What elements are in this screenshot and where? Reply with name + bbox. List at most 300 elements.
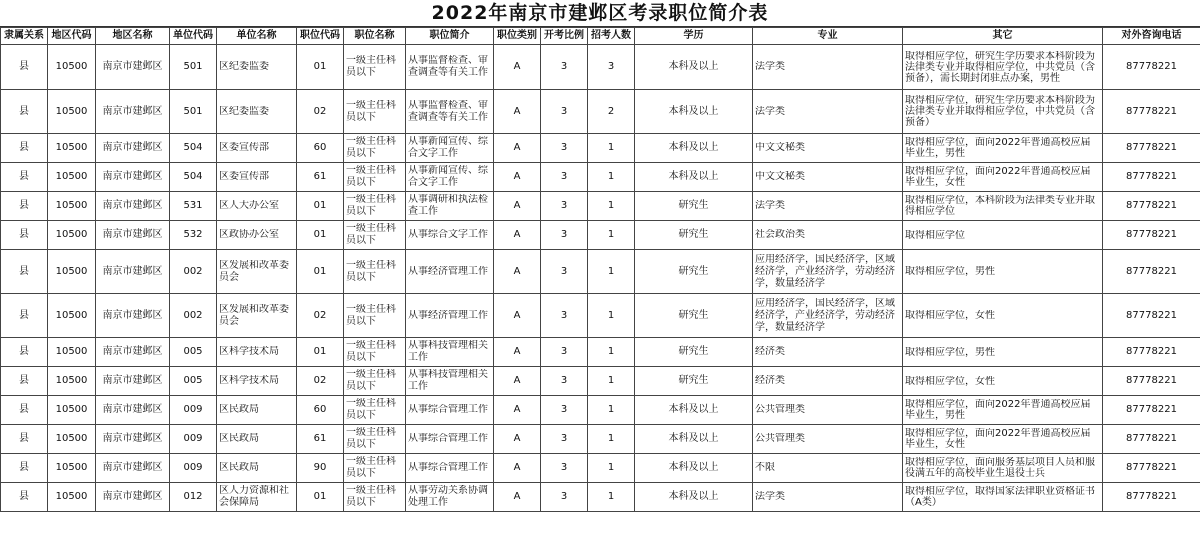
table-cell — [217, 483, 297, 512]
table-row — [1, 454, 1200, 483]
table-cell: 研究生 — [635, 221, 753, 250]
table-cell — [217, 221, 297, 250]
table-row — [1, 425, 1200, 454]
cell-text: 区发展和改革委员会 — [219, 259, 289, 283]
cell-text: 应用经济学，国民经济学，区域经济学，产业经济学，劳动经济学，数量经济学 — [755, 297, 895, 333]
table-cell: 3 — [588, 45, 635, 90]
table-cell: 501 — [170, 90, 217, 134]
table-cell — [903, 367, 1103, 396]
cell-text: 取得相应学位，研究生学历要求本科阶段为法律类专业并取得相应学位，中共党员（含预备），需长期封闭驻点办案，男性 — [905, 50, 1095, 84]
table-cell — [753, 163, 903, 192]
table-cell: 县 — [1, 367, 48, 396]
table-cell: 3 — [541, 338, 588, 367]
table-row — [1, 163, 1200, 192]
table-cell: 87778221 — [1103, 483, 1200, 512]
table-cell — [344, 425, 406, 454]
cell-text: 从事经济管理工作 — [408, 309, 488, 321]
column-header: 学历 — [635, 28, 753, 45]
cell-text: 一级主任科员以下 — [346, 259, 396, 283]
cell-text: 从事新闻宣传、综合文字工作 — [408, 136, 488, 159]
table-cell: 1 — [588, 425, 635, 454]
table-cell: 1 — [588, 294, 635, 338]
cell-text: 一级主任科员以下 — [346, 456, 396, 479]
table-cell: 3 — [541, 90, 588, 134]
cell-text: 一级主任科员以下 — [346, 223, 396, 246]
table-cell — [753, 90, 903, 134]
table-cell — [903, 192, 1103, 221]
column-header: 对外咨询电话 — [1103, 28, 1200, 45]
table-cell: A — [494, 90, 541, 134]
cell-text: 区民政局 — [219, 433, 259, 444]
table-cell: 02 — [297, 367, 344, 396]
table-cell — [344, 221, 406, 250]
table-cell: 研究生 — [635, 338, 753, 367]
table-cell: 本科及以上 — [635, 425, 753, 454]
cell-text: 一级主任科员以下 — [346, 165, 396, 188]
cell-text: 取得相应学位，面向2022年普通高校应届毕业生，女性 — [905, 166, 1091, 188]
table-cell: 531 — [170, 192, 217, 221]
cell-text: 经济类 — [755, 346, 785, 357]
table-cell: 10500 — [48, 425, 96, 454]
table-cell — [406, 90, 494, 134]
cell-text: 一级主任科员以下 — [346, 55, 396, 78]
table-cell: 1 — [588, 163, 635, 192]
table-cell: 县 — [1, 45, 48, 90]
column-header: 地区代码 — [48, 28, 96, 45]
cell-text: 一级主任科员以下 — [346, 99, 396, 123]
table-cell: 1 — [588, 221, 635, 250]
cell-text: 区发展和改革委员会 — [219, 303, 289, 327]
table-cell: A — [494, 163, 541, 192]
table-cell: 009 — [170, 454, 217, 483]
header-row — [1, 28, 1200, 45]
cell-text: 从事经济管理工作 — [408, 265, 488, 277]
table-cell: 南京市建邺区 — [96, 425, 170, 454]
cell-text: 从事监督检查、审查调查等有关工作 — [408, 55, 488, 78]
table-cell: 87778221 — [1103, 294, 1200, 338]
table-cell — [753, 250, 903, 294]
table-cell — [217, 90, 297, 134]
table-row — [1, 367, 1200, 396]
table-cell — [217, 396, 297, 425]
table-cell: 005 — [170, 338, 217, 367]
table-cell — [903, 425, 1103, 454]
table-cell — [753, 396, 903, 425]
table-cell — [753, 454, 903, 483]
table-cell: 3 — [541, 250, 588, 294]
cell-text: 法学类 — [755, 61, 785, 72]
cell-text: 区科学技术局 — [219, 346, 279, 357]
table-cell: 本科及以上 — [635, 483, 753, 512]
positions-table — [0, 27, 1200, 512]
cell-text: 取得相应学位，研究生学历要求本科阶段为法律类专业并取得相应学位，中共党员（含预备） — [905, 95, 1095, 128]
table-cell — [406, 134, 494, 163]
table-row — [1, 250, 1200, 294]
table-row — [1, 45, 1200, 90]
table-cell — [406, 163, 494, 192]
cell-text: 取得相应学位，取得国家法律职业资格证书（A类） — [905, 486, 1095, 508]
table-cell: 10500 — [48, 396, 96, 425]
table-cell — [753, 367, 903, 396]
table-cell — [344, 367, 406, 396]
cell-text: 中文文秘类 — [755, 171, 805, 182]
cell-text: 取得相应学位，面向2022年普通高校应届毕业生，男性 — [905, 137, 1091, 159]
cell-text: 一级主任科员以下 — [346, 340, 396, 363]
table-cell — [344, 338, 406, 367]
table-cell: 61 — [297, 425, 344, 454]
cell-text: 从事调研和执法检查工作 — [408, 194, 488, 217]
table-cell: 本科及以上 — [635, 45, 753, 90]
table-cell: 3 — [541, 483, 588, 512]
table-cell: 87778221 — [1103, 396, 1200, 425]
table-cell: 87778221 — [1103, 134, 1200, 163]
table-cell — [344, 454, 406, 483]
table-cell: 县 — [1, 134, 48, 163]
cell-text: 不限 — [755, 462, 775, 473]
table-cell: 研究生 — [635, 367, 753, 396]
cell-text: 公共管理类 — [755, 404, 805, 415]
table-cell — [753, 425, 903, 454]
cell-text: 取得相应学位，面向服务基层项目人员和服役满五年的高校毕业生退役士兵 — [905, 457, 1095, 479]
table-cell: 504 — [170, 163, 217, 192]
table-cell: 501 — [170, 45, 217, 90]
table-cell: 南京市建邺区 — [96, 396, 170, 425]
table-cell: 南京市建邺区 — [96, 338, 170, 367]
table-row — [1, 221, 1200, 250]
table-cell: A — [494, 294, 541, 338]
table-cell: 3 — [541, 294, 588, 338]
table-cell: 87778221 — [1103, 90, 1200, 134]
table-cell: 504 — [170, 134, 217, 163]
table-cell: A — [494, 425, 541, 454]
cell-text: 区民政局 — [219, 462, 259, 473]
column-header: 职位类别 — [494, 28, 541, 45]
table-cell — [406, 367, 494, 396]
table-cell: 3 — [541, 134, 588, 163]
cell-text: 经济类 — [755, 375, 785, 386]
table-row — [1, 90, 1200, 134]
table-cell: A — [494, 483, 541, 512]
table-cell — [406, 250, 494, 294]
cell-text: 取得相应学位，女性 — [905, 375, 995, 387]
table-cell: 10500 — [48, 192, 96, 221]
table-row — [1, 294, 1200, 338]
table-cell: 009 — [170, 425, 217, 454]
table-row — [1, 396, 1200, 425]
cell-text: 从事综合管理工作 — [408, 404, 488, 415]
table-cell: 县 — [1, 294, 48, 338]
cell-text: 从事新闻宣传、综合文字工作 — [408, 165, 488, 188]
table-cell: 60 — [297, 396, 344, 425]
table-cell: 87778221 — [1103, 250, 1200, 294]
table-cell — [217, 250, 297, 294]
column-header: 单位名称 — [217, 28, 297, 45]
cell-text: 法学类 — [755, 200, 785, 211]
table-cell — [406, 483, 494, 512]
table-cell: 南京市建邺区 — [96, 221, 170, 250]
table-cell: 1 — [588, 250, 635, 294]
table-cell — [217, 134, 297, 163]
table-cell — [903, 90, 1103, 134]
table-cell — [753, 294, 903, 338]
table-cell: 10500 — [48, 163, 96, 192]
cell-text: 一级主任科员以下 — [346, 194, 396, 217]
table-cell — [903, 396, 1103, 425]
cell-text: 取得相应学位，男性 — [905, 346, 995, 358]
table-cell: 县 — [1, 483, 48, 512]
table-cell: 90 — [297, 454, 344, 483]
table-cell: 南京市建邺区 — [96, 454, 170, 483]
table-cell: 01 — [297, 250, 344, 294]
table-cell — [344, 483, 406, 512]
table-cell: 61 — [297, 163, 344, 192]
cell-text: 区纪委监委 — [219, 61, 269, 72]
table-cell: 01 — [297, 45, 344, 90]
table-cell: 南京市建邺区 — [96, 90, 170, 134]
table-cell — [344, 294, 406, 338]
cell-text: 应用经济学，国民经济学，区域经济学，产业经济学，劳动经济学，数量经济学 — [755, 253, 895, 289]
table-cell: 南京市建邺区 — [96, 483, 170, 512]
table-cell — [217, 294, 297, 338]
table-cell — [753, 192, 903, 221]
cell-text: 取得相应学位，男性 — [905, 266, 995, 277]
table-cell — [344, 250, 406, 294]
cell-text: 法学类 — [755, 105, 785, 117]
table-cell: 01 — [297, 483, 344, 512]
table-cell: 3 — [541, 425, 588, 454]
table-cell: 本科及以上 — [635, 163, 753, 192]
table-cell: 3 — [541, 192, 588, 221]
table-cell — [406, 396, 494, 425]
table-cell: 南京市建邺区 — [96, 163, 170, 192]
cell-text: 取得相应学位，女性 — [905, 310, 995, 321]
table-cell: A — [494, 396, 541, 425]
cell-text: 法学类 — [755, 491, 785, 502]
cell-text: 区委宣传部 — [219, 171, 269, 182]
table-cell: 002 — [170, 250, 217, 294]
table-cell: 南京市建邺区 — [96, 45, 170, 90]
table-cell: 本科及以上 — [635, 454, 753, 483]
table-cell: 县 — [1, 250, 48, 294]
table-cell: 县 — [1, 90, 48, 134]
column-header: 招考人数 — [588, 28, 635, 45]
table-cell: 532 — [170, 221, 217, 250]
table-cell: 南京市建邺区 — [96, 294, 170, 338]
table-cell: 县 — [1, 396, 48, 425]
column-header: 职位简介 — [406, 28, 494, 45]
column-header: 其它 — [903, 28, 1103, 45]
cell-text: 中文文秘类 — [755, 142, 805, 153]
table-cell — [217, 454, 297, 483]
table-row — [1, 483, 1200, 512]
table-cell: 南京市建邺区 — [96, 134, 170, 163]
table-cell: 10500 — [48, 454, 96, 483]
cell-text: 取得相应学位，面向2022年普通高校应届毕业生，男性 — [905, 399, 1091, 421]
column-header: 职位名称 — [344, 28, 406, 45]
cell-text: 区人力资源和社会保障局 — [219, 485, 289, 508]
table-cell: 01 — [297, 192, 344, 221]
table-cell: 10500 — [48, 134, 96, 163]
table-cell: A — [494, 134, 541, 163]
column-header: 地区名称 — [96, 28, 170, 45]
cell-text: 区政协办公室 — [219, 229, 279, 240]
table-cell — [344, 45, 406, 90]
table-cell: 县 — [1, 425, 48, 454]
column-header: 单位代码 — [170, 28, 217, 45]
table-cell: 10500 — [48, 367, 96, 396]
table-cell: 县 — [1, 221, 48, 250]
table-cell: 研究生 — [635, 250, 753, 294]
table-cell: A — [494, 338, 541, 367]
table-cell: 10500 — [48, 338, 96, 367]
table-cell: 012 — [170, 483, 217, 512]
table-cell: 3 — [541, 367, 588, 396]
table-cell: 研究生 — [635, 294, 753, 338]
table-cell — [903, 250, 1103, 294]
cell-text: 从事综合管理工作 — [408, 433, 488, 444]
cell-text: 一级主任科员以下 — [346, 485, 396, 508]
table-cell — [217, 338, 297, 367]
table-cell: 研究生 — [635, 192, 753, 221]
table-cell — [344, 396, 406, 425]
table-cell: 005 — [170, 367, 217, 396]
table-cell: 87778221 — [1103, 367, 1200, 396]
cell-text: 取得相应学位 — [905, 229, 965, 241]
cell-text: 区人大办公室 — [219, 200, 279, 211]
table-cell — [406, 221, 494, 250]
table-cell — [753, 221, 903, 250]
table-cell: 本科及以上 — [635, 90, 753, 134]
table-cell: 1 — [588, 454, 635, 483]
table-cell: 87778221 — [1103, 163, 1200, 192]
table-cell — [217, 163, 297, 192]
table-cell: 1 — [588, 367, 635, 396]
table-cell: 1 — [588, 134, 635, 163]
cell-text: 区民政局 — [219, 404, 259, 415]
table-cell: 县 — [1, 454, 48, 483]
table-cell — [344, 163, 406, 192]
table-cell: A — [494, 367, 541, 396]
table-cell: 002 — [170, 294, 217, 338]
table-cell: 2 — [588, 90, 635, 134]
table-cell — [903, 294, 1103, 338]
table-cell: 01 — [297, 221, 344, 250]
table-cell — [344, 134, 406, 163]
table-cell: A — [494, 250, 541, 294]
table-cell — [406, 425, 494, 454]
table-cell: 87778221 — [1103, 425, 1200, 454]
table-cell: 县 — [1, 192, 48, 221]
table-cell: 87778221 — [1103, 454, 1200, 483]
table-cell — [903, 454, 1103, 483]
table-row — [1, 134, 1200, 163]
table-cell — [753, 483, 903, 512]
table-cell: 3 — [541, 396, 588, 425]
table-row — [1, 338, 1200, 367]
table-cell: 南京市建邺区 — [96, 250, 170, 294]
table-cell: 南京市建邺区 — [96, 192, 170, 221]
table-cell: 10500 — [48, 90, 96, 134]
table-cell: 县 — [1, 163, 48, 192]
cell-text: 从事科技管理相关工作 — [408, 340, 488, 363]
table-cell — [406, 294, 494, 338]
table-cell: A — [494, 192, 541, 221]
cell-text: 取得相应学位，面向2022年普通高校应届毕业生，女性 — [905, 428, 1091, 450]
table-cell: 3 — [541, 221, 588, 250]
table-cell — [217, 425, 297, 454]
table-cell — [406, 338, 494, 367]
page-title: 2022年南京市建邺区考录职位简介表 — [0, 0, 1200, 27]
cell-text: 从事综合文字工作 — [408, 229, 488, 240]
table-cell — [217, 192, 297, 221]
cell-text: 一级主任科员以下 — [346, 398, 396, 421]
table-cell: 1 — [588, 483, 635, 512]
table-cell: 01 — [297, 338, 344, 367]
table-cell — [753, 338, 903, 367]
table-cell — [903, 163, 1103, 192]
table-cell — [903, 338, 1103, 367]
table-cell: 10500 — [48, 45, 96, 90]
table-cell: 10500 — [48, 221, 96, 250]
table-cell: 009 — [170, 396, 217, 425]
table-cell: 本科及以上 — [635, 134, 753, 163]
table-cell: 10500 — [48, 250, 96, 294]
table-cell: 1 — [588, 338, 635, 367]
table-cell: A — [494, 454, 541, 483]
table-cell: 87778221 — [1103, 221, 1200, 250]
cell-text: 区科学技术局 — [219, 375, 279, 386]
table-cell: 县 — [1, 338, 48, 367]
table-cell — [406, 45, 494, 90]
table-cell — [753, 45, 903, 90]
table-cell — [217, 45, 297, 90]
table-cell: 1 — [588, 396, 635, 425]
table-cell: A — [494, 45, 541, 90]
column-header: 专业 — [753, 28, 903, 45]
column-header: 职位代码 — [297, 28, 344, 45]
table-cell: A — [494, 221, 541, 250]
table-cell — [903, 483, 1103, 512]
table-cell — [903, 221, 1103, 250]
cell-text: 从事综合管理工作 — [408, 462, 488, 473]
table-cell: 南京市建邺区 — [96, 367, 170, 396]
cell-text: 公共管理类 — [755, 433, 805, 444]
cell-text: 社会政治类 — [755, 229, 805, 240]
cell-text: 区纪委监委 — [219, 105, 269, 117]
cell-text: 区委宣传部 — [219, 142, 269, 153]
table-cell — [753, 134, 903, 163]
table-cell: 1 — [588, 192, 635, 221]
cell-text: 一级主任科员以下 — [346, 136, 396, 159]
table-cell — [903, 134, 1103, 163]
cell-text: 从事监督检查、审查调查等有关工作 — [408, 99, 488, 123]
table-cell: 10500 — [48, 294, 96, 338]
table-cell: 87778221 — [1103, 192, 1200, 221]
cell-text: 一级主任科员以下 — [346, 427, 396, 450]
cell-text: 取得相应学位，本科阶段为法律类专业并取得相应学位 — [905, 195, 1095, 217]
table-cell: 10500 — [48, 483, 96, 512]
table-cell: 02 — [297, 90, 344, 134]
table-row — [1, 192, 1200, 221]
table-cell: 60 — [297, 134, 344, 163]
column-header: 开考比例 — [541, 28, 588, 45]
table-cell — [903, 45, 1103, 90]
table-cell — [406, 454, 494, 483]
table-cell: 87778221 — [1103, 45, 1200, 90]
table-cell: 02 — [297, 294, 344, 338]
table-cell: 3 — [541, 163, 588, 192]
table-cell — [344, 90, 406, 134]
